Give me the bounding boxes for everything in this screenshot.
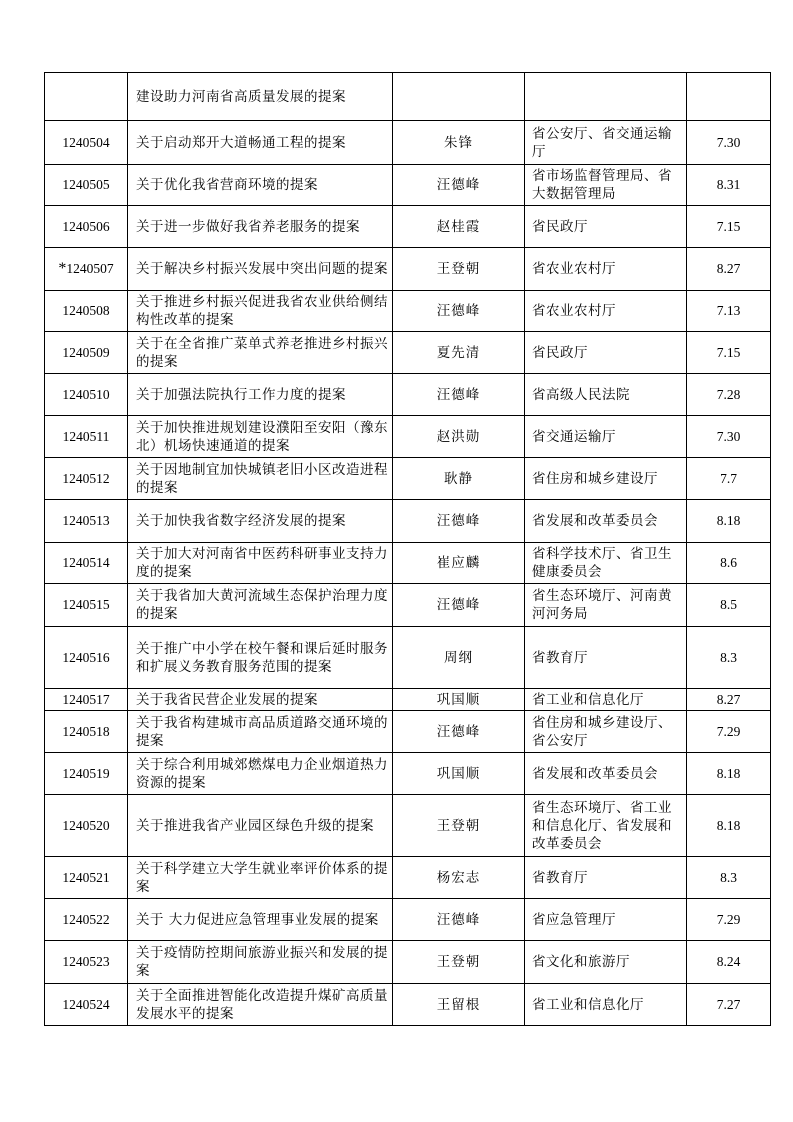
handling-department-cell: 省住房和城乡建设厅、省公安厅 <box>525 711 687 753</box>
handling-department-cell: 省农业农村厅 <box>525 291 687 332</box>
handling-department-cell: 省市场监督管理局、省大数据管理局 <box>525 165 687 206</box>
proposal-number: 1240514 <box>62 555 110 570</box>
reply-date-cell: 8.27 <box>687 689 771 711</box>
key-proposal-star: * <box>58 260 67 277</box>
proposal-number-cell <box>45 248 128 291</box>
handling-department-cell: 省工业和信息化厅 <box>525 984 687 1026</box>
proposal-number-cell <box>45 73 128 121</box>
proposal-number: 1240519 <box>62 765 110 781</box>
proposer-cell: 汪德峰 <box>393 711 525 753</box>
proposal-number-cell <box>45 941 128 984</box>
proposal-title-cell: 关于因地制宜加快城镇老旧小区改造进程的提案 <box>128 458 393 500</box>
handling-department-cell: 省生态环境厅、省工业和信息化厅、省发展和改革委员会 <box>525 795 687 857</box>
proposal-number: 1240521 <box>62 869 110 885</box>
table-row <box>45 795 771 857</box>
proposal-number: 1240524 <box>62 996 110 1012</box>
proposer-cell: 巩国顺 <box>393 689 525 711</box>
proposal-number-cell <box>45 627 128 689</box>
reply-date-cell: 8.18 <box>687 795 771 857</box>
proposal-number: 1240512 <box>62 470 110 486</box>
proposal-number: 1240517 <box>62 691 110 707</box>
proposer-cell: 耿静 <box>393 458 525 500</box>
reply-date-cell: 7.29 <box>687 899 771 941</box>
handling-department-cell: 省民政厅 <box>525 206 687 248</box>
proposal-number: 1240516 <box>62 649 110 665</box>
proposer-cell: 汪德峰 <box>393 165 525 206</box>
proposal-number-cell <box>45 899 128 941</box>
table-row <box>45 689 771 711</box>
proposal-title-cell: 关于我省民营企业发展的提案 <box>128 689 393 711</box>
handling-department-cell: 省农业农村厅 <box>525 248 687 291</box>
table-row <box>45 206 771 248</box>
reply-date-cell: 7.27 <box>687 984 771 1026</box>
proposer-cell: 夏先清 <box>393 332 525 374</box>
proposal-number: 1240510 <box>62 386 110 402</box>
proposal-number: 1240515 <box>62 597 110 612</box>
proposal-table <box>44 72 771 1026</box>
table-row <box>45 458 771 500</box>
proposer-cell: 赵洪勋 <box>393 416 525 458</box>
proposer-cell: 赵桂霞 <box>393 206 525 248</box>
proposal-title-cell: 关于加快我省数字经济发展的提案 <box>128 500 393 543</box>
handling-department-cell: 省发展和改革委员会 <box>525 500 687 543</box>
proposal-number-cell <box>45 753 128 795</box>
proposal-number: 1240513 <box>62 513 110 528</box>
proposer-cell: 王登朝 <box>393 248 525 291</box>
reply-date-cell: 7.13 <box>687 291 771 332</box>
handling-department-cell: 省应急管理厅 <box>525 899 687 941</box>
proposer-cell: 汪德峰 <box>393 291 525 332</box>
table-row <box>45 248 771 291</box>
proposal-number-cell <box>45 984 128 1026</box>
reply-date-cell: 7.30 <box>687 416 771 458</box>
proposal-title-cell: 关于科学建立大学生就业率评价体系的提案 <box>128 857 393 899</box>
proposer-cell: 周纲 <box>393 627 525 689</box>
handling-department-cell: 省高级人民法院 <box>525 374 687 416</box>
reply-date-cell: 8.24 <box>687 941 771 984</box>
reply-date-cell: 8.3 <box>687 627 771 689</box>
handling-department-cell: 省工业和信息化厅 <box>525 689 687 711</box>
handling-department-cell: 省科学技术厅、省卫生健康委员会 <box>525 543 687 584</box>
proposal-title-cell: 关于启动郑开大道畅通工程的提案 <box>128 121 393 165</box>
proposer-cell: 汪德峰 <box>393 500 525 543</box>
proposal-number-cell <box>45 795 128 857</box>
proposal-title-cell: 关于推进我省产业园区绿色升级的提案 <box>128 795 393 857</box>
reply-date-cell: 7.7 <box>687 458 771 500</box>
table-row <box>45 500 771 543</box>
proposal-title-cell: 关于加强法院执行工作力度的提案 <box>128 374 393 416</box>
proposer-cell: 汪德峰 <box>393 584 525 627</box>
proposal-title-cell: 建设助力河南省高质量发展的提案 <box>128 73 393 121</box>
proposal-number-cell <box>45 500 128 543</box>
handling-department-cell: 省教育厅 <box>525 857 687 899</box>
proposer-cell: 崔应麟 <box>393 543 525 584</box>
proposal-number: 1240511 <box>62 428 110 444</box>
table-row <box>45 899 771 941</box>
proposer-cell: 朱锋 <box>393 121 525 165</box>
proposal-title-cell: 关于我省构建城市高品质道路交通环境的提案 <box>128 711 393 753</box>
proposal-number-cell <box>45 584 128 627</box>
proposal-number: 1240522 <box>62 911 110 927</box>
reply-date-cell: 8.6 <box>687 543 771 584</box>
reply-date-cell: 7.15 <box>687 332 771 374</box>
reply-date-cell: 7.30 <box>687 121 771 165</box>
reply-date-cell: 8.27 <box>687 248 771 291</box>
table-row <box>45 332 771 374</box>
table-row <box>45 165 771 206</box>
proposal-number-cell <box>45 206 128 248</box>
handling-department-cell: 省教育厅 <box>525 627 687 689</box>
handling-department-cell: 省民政厅 <box>525 332 687 374</box>
proposal-title-cell: 关于在全省推广菜单式养老推进乡村振兴的提案 <box>128 332 393 374</box>
table-row <box>45 753 771 795</box>
proposal-number: 1240507 <box>66 261 114 276</box>
reply-date-cell <box>687 73 771 121</box>
proposal-number: 1240523 <box>62 954 110 969</box>
table-row <box>45 584 771 627</box>
proposal-number-cell <box>45 458 128 500</box>
proposal-title-cell: 关于综合利用城郊燃煤电力企业烟道热力资源的提案 <box>128 753 393 795</box>
table-row <box>45 711 771 753</box>
proposal-number: 1240520 <box>62 817 110 833</box>
table-row <box>45 627 771 689</box>
proposal-number-cell <box>45 374 128 416</box>
proposal-title-cell: 关于解决乡村振兴发展中突出问题的提案 <box>128 248 393 291</box>
proposal-number-cell <box>45 332 128 374</box>
proposal-title-cell: 关于推广中小学在校午餐和课后延时服务和扩展义务教育服务范围的提案 <box>128 627 393 689</box>
proposer-cell <box>393 73 525 121</box>
proposal-title-cell: 关于优化我省营商环境的提案 <box>128 165 393 206</box>
table-row <box>45 374 771 416</box>
handling-department-cell: 省生态环境厅、河南黄河河务局 <box>525 584 687 627</box>
table-row <box>45 984 771 1026</box>
reply-date-cell: 8.31 <box>687 165 771 206</box>
proposer-cell: 杨宏志 <box>393 857 525 899</box>
table-row <box>45 121 771 165</box>
proposal-number: 1240509 <box>62 344 110 360</box>
proposal-title-cell: 关于 大力促进应急管理事业发展的提案 <box>128 899 393 941</box>
proposal-number: 1240505 <box>62 177 110 192</box>
proposal-number-cell <box>45 165 128 206</box>
reply-date-cell: 8.18 <box>687 753 771 795</box>
reply-date-cell: 8.3 <box>687 857 771 899</box>
handling-department-cell: 省住房和城乡建设厅 <box>525 458 687 500</box>
proposal-number-cell <box>45 689 128 711</box>
proposer-cell: 王留根 <box>393 984 525 1026</box>
proposal-title-cell: 关于疫情防控期间旅游业振兴和发展的提案 <box>128 941 393 984</box>
table-row <box>45 857 771 899</box>
proposal-number-cell <box>45 121 128 165</box>
proposal-title-cell: 关于全面推进智能化改造提升煤矿高质量发展水平的提案 <box>128 984 393 1026</box>
proposal-number-cell <box>45 543 128 584</box>
handling-department-cell: 省交通运输厅 <box>525 416 687 458</box>
table-row <box>45 73 771 121</box>
handling-department-cell <box>525 73 687 121</box>
proposal-number-cell <box>45 857 128 899</box>
proposal-number: 1240506 <box>62 218 110 234</box>
proposal-title-cell: 关于加快推进规划建设濮阳至安阳（豫东北）机场快速通道的提案 <box>128 416 393 458</box>
table-row <box>45 543 771 584</box>
proposal-title-cell: 关于进一步做好我省养老服务的提案 <box>128 206 393 248</box>
proposal-title-cell: 关于加大对河南省中医药科研事业支持力度的提案 <box>128 543 393 584</box>
proposal-number: 1240504 <box>62 134 110 150</box>
reply-date-cell: 8.18 <box>687 500 771 543</box>
handling-department-cell: 省发展和改革委员会 <box>525 753 687 795</box>
proposer-cell: 汪德峰 <box>393 374 525 416</box>
proposal-title-cell: 关于我省加大黄河流域生态保护治理力度的提案 <box>128 584 393 627</box>
reply-date-cell: 7.15 <box>687 206 771 248</box>
proposer-cell: 巩国顺 <box>393 753 525 795</box>
proposer-cell: 汪德峰 <box>393 899 525 941</box>
reply-date-cell: 7.29 <box>687 711 771 753</box>
proposal-number-cell <box>45 416 128 458</box>
proposal-number-cell <box>45 291 128 332</box>
table-row <box>45 941 771 984</box>
reply-date-cell: 8.5 <box>687 584 771 627</box>
table-row <box>45 416 771 458</box>
proposal-title-cell: 关于推进乡村振兴促进我省农业供给侧结构性改革的提案 <box>128 291 393 332</box>
proposer-cell: 王登朝 <box>393 795 525 857</box>
table-row <box>45 291 771 332</box>
proposal-number: 1240508 <box>62 303 110 318</box>
handling-department-cell: 省公安厅、省交通运输厅 <box>525 121 687 165</box>
handling-department-cell: 省文化和旅游厅 <box>525 941 687 984</box>
reply-date-cell: 7.28 <box>687 374 771 416</box>
proposal-number: 1240518 <box>62 723 110 739</box>
proposer-cell: 王登朝 <box>393 941 525 984</box>
proposal-number-cell <box>45 711 128 753</box>
proposal-table-body <box>45 73 771 1026</box>
